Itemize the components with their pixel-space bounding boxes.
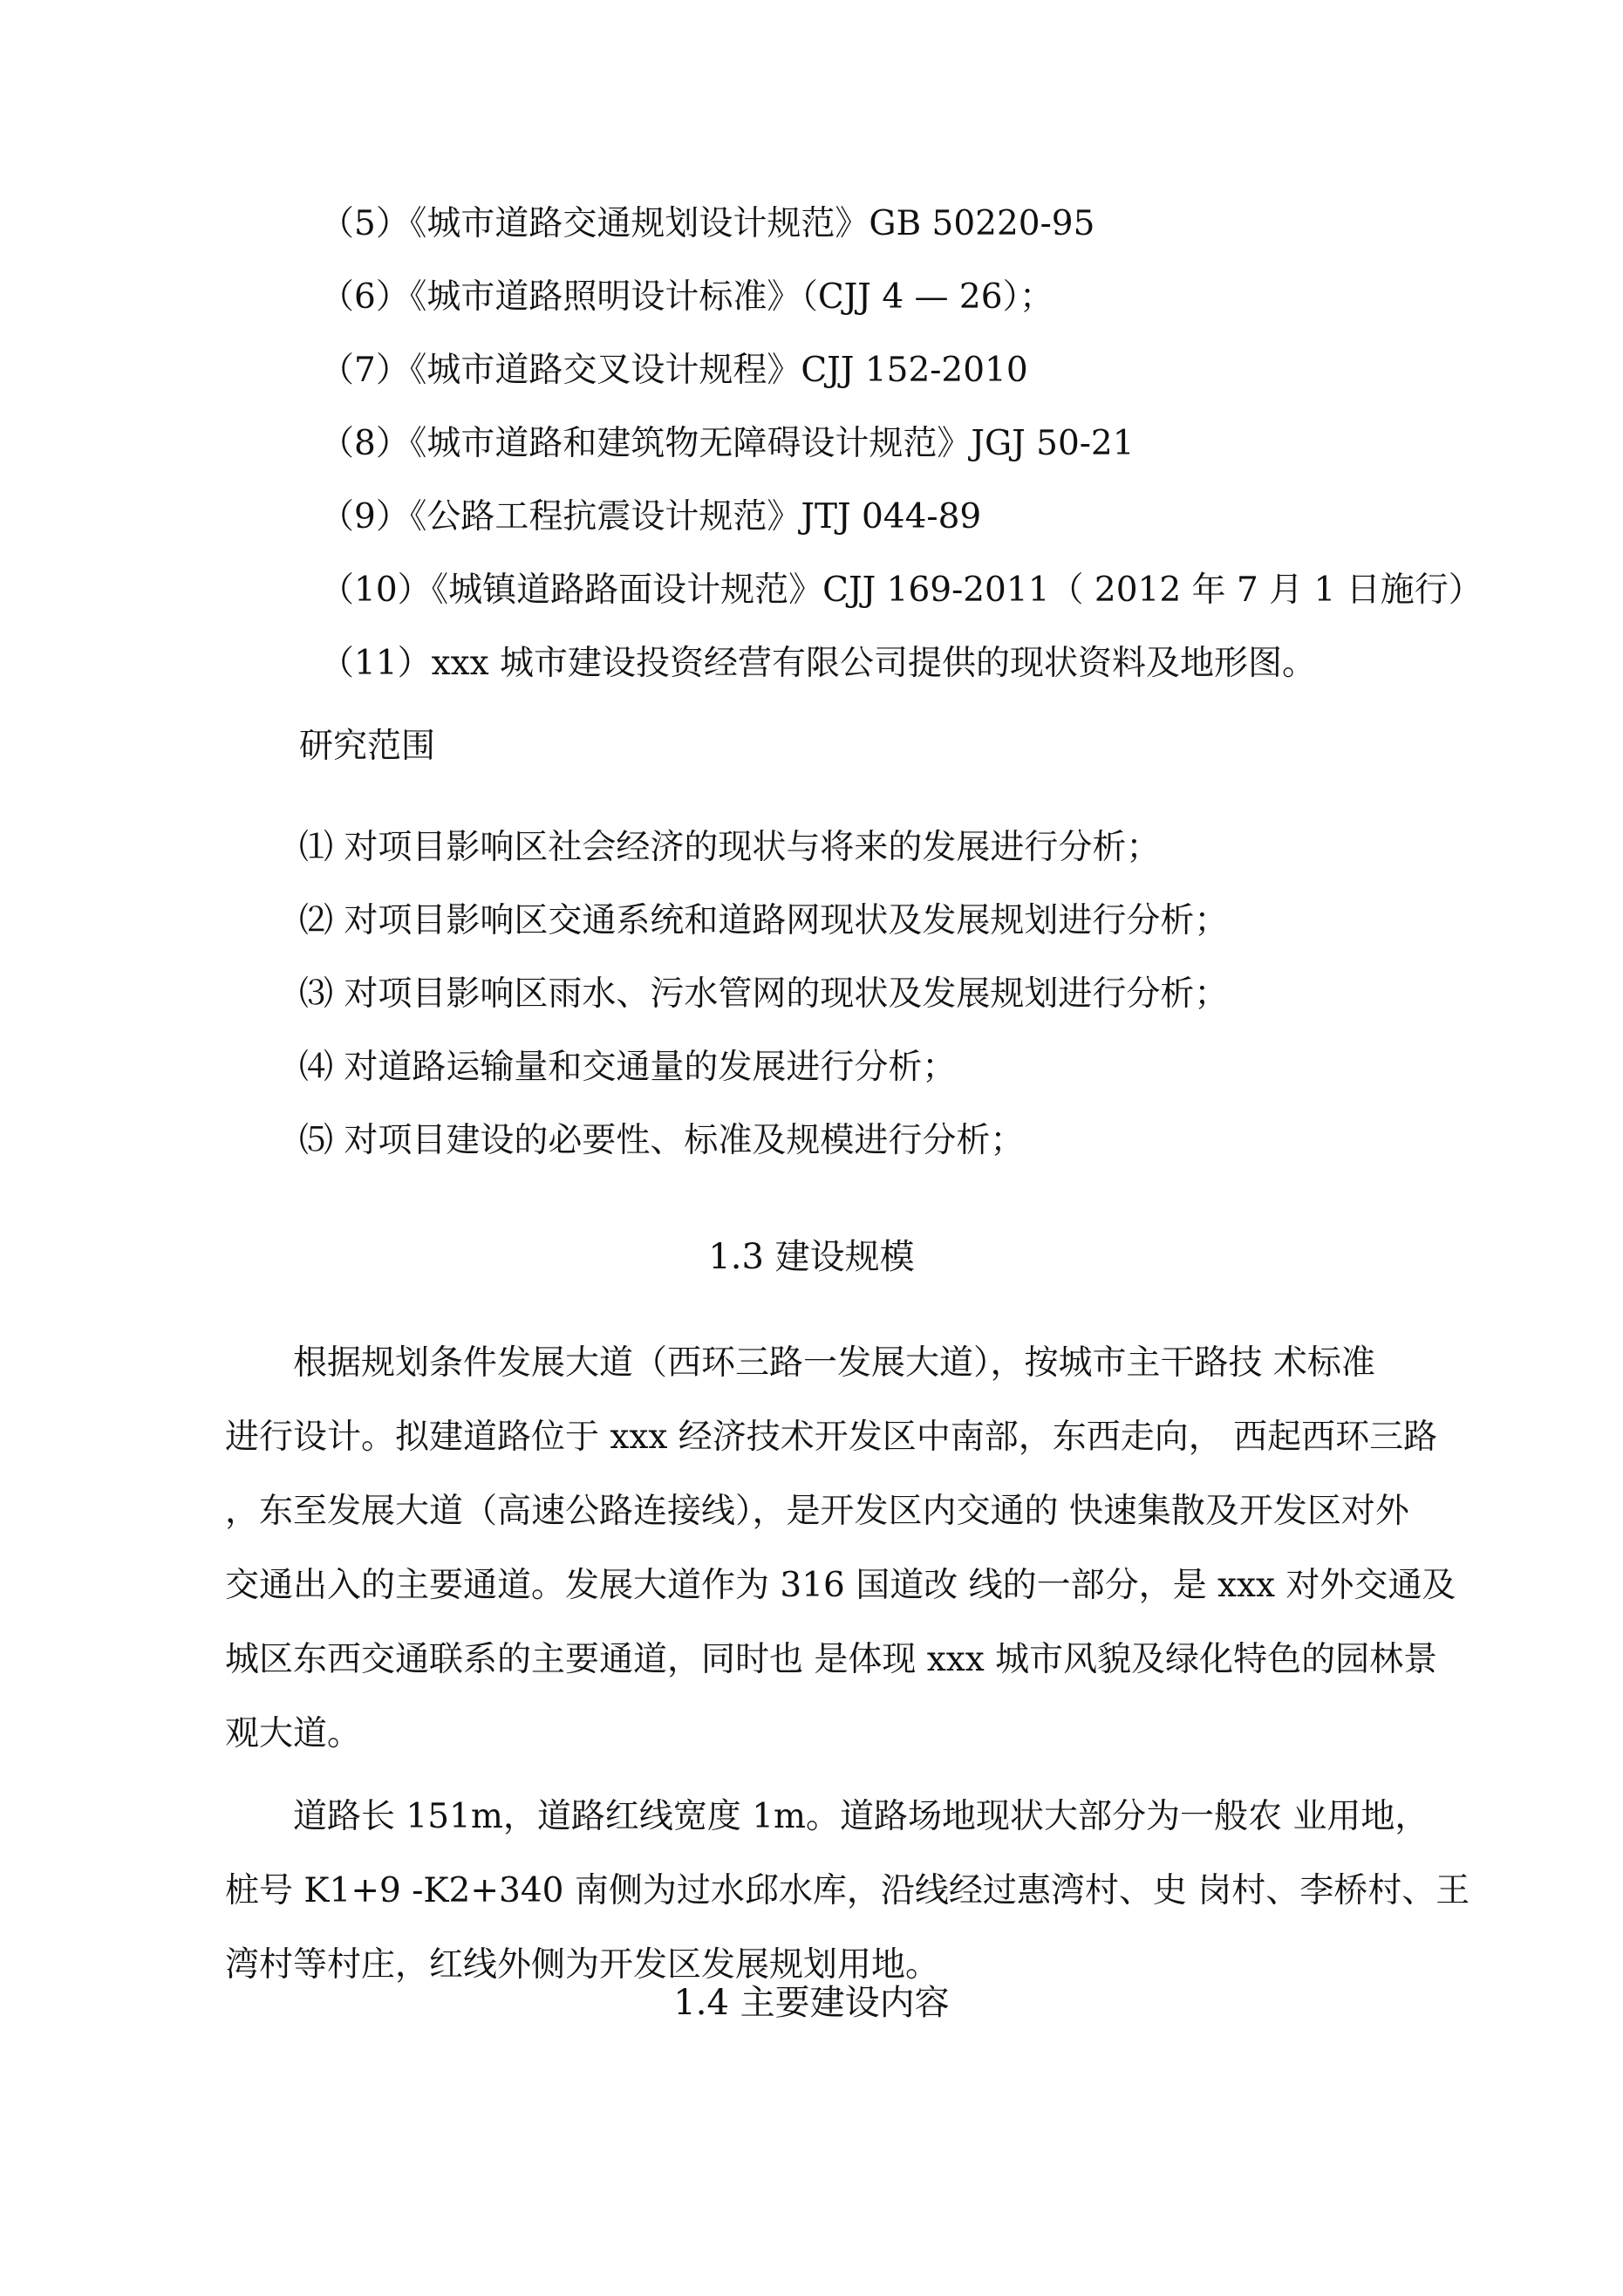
- paragraph-line: 湾村等村庄，红线外侧为开发区发展规划用地。: [225, 1945, 940, 1985]
- reference-item: （5）《城市道路交通规划设计规范》GB 50220-95: [320, 204, 1095, 243]
- reference-item: （8）《城市道路和建筑物无障碍设计规范》JGJ 50-21: [320, 424, 1135, 463]
- scope-heading: 研究范围: [299, 727, 436, 766]
- paragraph-line: 进行设计。拟建道路位于 xxx 经济技术开发区中南部，东西走向， 西起西环三路: [225, 1418, 1438, 1457]
- paragraph-line: 观大道。: [225, 1714, 362, 1753]
- reference-item: （6）《城市道路照明设计标准》（CJJ 4 — 26）；: [320, 277, 1054, 317]
- paragraph-construction-scale: [225, 1326, 1456, 1771]
- scope-item: ⑵ 对项目影响区交通系统和道路网现状及发展规划进行分析；: [299, 901, 1229, 940]
- scope-item: ⑶ 对项目影响区雨水、污水管网的现状及发展规划进行分析；: [299, 974, 1229, 1014]
- reference-item: （7）《城市道路交叉设计规程》CJJ 152-2010: [320, 351, 1028, 390]
- paragraph-line: 桩号 K1+9 -K2+340 南侧为过水邱水库，沿线经过惠湾村、史 岗村、李桥村、王: [225, 1871, 1470, 1910]
- reference-item: （11）xxx 城市建设投资经营有限公司提供的现状资料及地形图。: [320, 644, 1317, 683]
- reference-item: （9）《公路工程抗震设计规范》JTJ 044-89: [320, 497, 982, 536]
- paragraph-line: 交通出入的主要通道。发展大道作为 316 国道改 线的一部分，是 xxx 对外交通及: [225, 1566, 1456, 1605]
- paragraph-line: 城区东西交通联系的主要通道，同时也 是体现 xxx 城市风貌及绿化特色的园林景: [225, 1640, 1438, 1679]
- paragraph-line: ，东至发展大道（高速公路连接线），是开发区内交通的 快速集散及开发区对外: [225, 1492, 1409, 1531]
- section-title-1-3: 1.3 建设规模: [708, 1237, 915, 1277]
- paragraph-line: 道路长 151m，道路红线宽度 1m。道路场地现状大部分为一般农 业用地，: [225, 1797, 1429, 1836]
- scope-item: ⑴ 对项目影响区社会经济的现状与将来的发展进行分析；: [299, 828, 1161, 867]
- section-title-1-4: 1.4 主要建设内容: [673, 1983, 950, 2023]
- scope-item: ⑷ 对道路运输量和交通量的发展进行分析；: [299, 1048, 957, 1087]
- reference-item: （10）《城镇道路路面设计规范》CJJ 169-2011（ 2012 年 7 月 1 日施行）: [320, 571, 1483, 610]
- paragraph-road-site: [225, 1780, 1470, 2002]
- scope-item: ⑸ 对项目建设的必要性、标准及规模进行分析；: [299, 1121, 1025, 1160]
- paragraph-line: 根据规划条件发展大道（西环三路一发展大道），按城市主干路技 术标准: [225, 1343, 1375, 1383]
